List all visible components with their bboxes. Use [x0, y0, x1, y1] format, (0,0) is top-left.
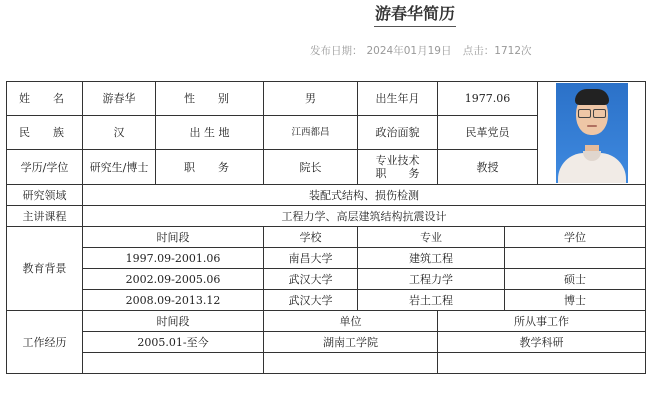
edu-header-school: 学校 [264, 227, 358, 248]
table-row [7, 311, 646, 332]
research-value: 装配式结构、损伤检测 [83, 185, 646, 206]
edu-period: 2002.09-2005.06 [83, 269, 264, 290]
edu-school: 南昌大学 [264, 248, 358, 269]
work-job: 教学科研 [438, 332, 646, 353]
work-unit [264, 353, 438, 374]
work-period: 2005.01-至今 [83, 332, 264, 353]
work-unit: 湖南工学院 [264, 332, 438, 353]
birth-label: 出生年月 [358, 82, 438, 116]
edu-major: 建筑工程 [358, 248, 505, 269]
portrait-photo [556, 83, 628, 183]
table-row [7, 227, 646, 248]
work-period [83, 353, 264, 374]
courses-value: 工程力学、高层建筑结构抗震设计 [83, 206, 646, 227]
research-label: 研究领域 [7, 185, 83, 206]
photo-cell [538, 82, 646, 185]
edu-header-major: 专业 [358, 227, 505, 248]
clicks-label: 点击： [462, 45, 495, 57]
education-value: 研究生/博士 [83, 150, 156, 185]
birthplace-label: 出 生 地 [156, 116, 264, 150]
table-row [7, 185, 646, 206]
publish-label: 发布日期： [310, 45, 363, 57]
work-section-label: 工作经历 [7, 311, 83, 374]
publish-date: 2024年01月19日 [366, 45, 452, 57]
gender-label: 性 别 [156, 82, 264, 116]
edu-header-degree: 学位 [505, 227, 646, 248]
education-section-label: 教育背景 [7, 227, 83, 311]
edu-period: 1997.09-2001.06 [83, 248, 264, 269]
article-meta [310, 43, 536, 58]
political-value: 民革党员 [438, 116, 538, 150]
position-label: 职 务 [156, 150, 264, 185]
title-label [358, 150, 438, 185]
title-label-line2: 职 务 [375, 167, 420, 180]
table-row [7, 269, 646, 290]
work-header-job: 所从事工作 [438, 311, 646, 332]
table-row [7, 353, 646, 374]
title-label-line1: 专业技术 [375, 154, 420, 167]
edu-major: 工程力学 [358, 269, 505, 290]
political-label: 政治面貌 [358, 116, 438, 150]
title-value: 教授 [438, 150, 538, 185]
work-header-period: 时间段 [83, 311, 264, 332]
edu-period: 2008.09-2013.12 [83, 290, 264, 311]
position-value: 院长 [264, 150, 358, 185]
work-job [438, 353, 646, 374]
birth-value: 1977.06 [438, 82, 538, 116]
name-value: 游春华 [83, 82, 156, 116]
gender-value: 男 [264, 82, 358, 116]
ethnic-value: 汉 [83, 116, 156, 150]
education-label: 学历/学位 [7, 150, 83, 185]
table-row [7, 332, 646, 353]
table-row [7, 290, 646, 311]
edu-school: 武汉大学 [264, 269, 358, 290]
edu-degree: 博士 [505, 290, 646, 311]
table-row [7, 206, 646, 227]
table-row [7, 248, 646, 269]
click-count: 1712次 [494, 45, 532, 57]
edu-degree [505, 248, 646, 269]
edu-header-period: 时间段 [83, 227, 264, 248]
name-label: 姓 名 [7, 82, 83, 116]
edu-degree: 硕士 [505, 269, 646, 290]
courses-label: 主讲课程 [7, 206, 83, 227]
resume-table [6, 81, 646, 374]
table-row [7, 82, 646, 116]
page-title: 游春华简历 [374, 4, 456, 27]
work-header-unit: 单位 [264, 311, 438, 332]
edu-major: 岩土工程 [358, 290, 505, 311]
ethnic-label: 民 族 [7, 116, 83, 150]
edu-school: 武汉大学 [264, 290, 358, 311]
birthplace-value: 江西都昌 [264, 116, 358, 150]
